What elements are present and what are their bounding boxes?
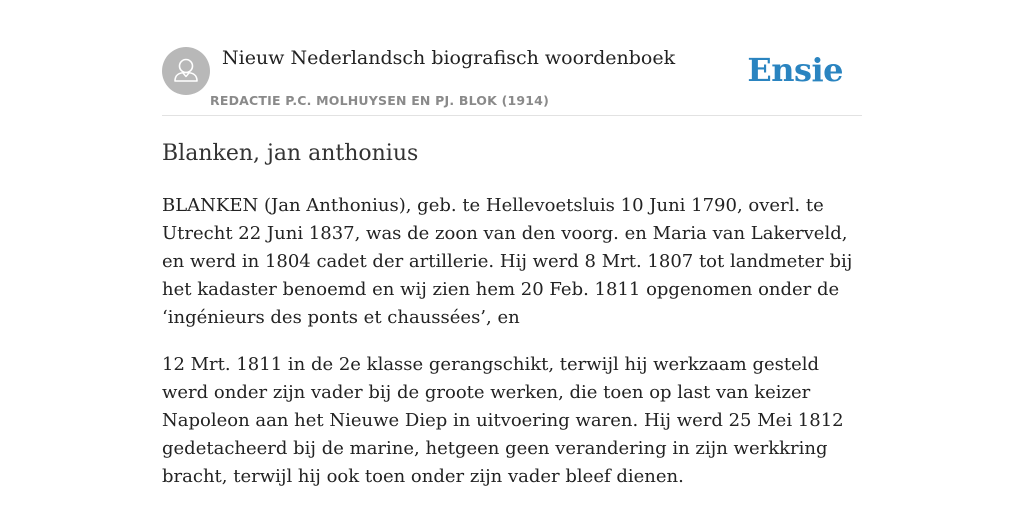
entry-paragraph-2: 12 Mrt. 1811 in de 2e klasse gerangschikt, terwijl hij werkzaam gesteld werd onder zijn vader bij de groote werken, die toen op last van keizer Napoleon aan het Nieuwe Diep in uitvoering waren. Hij werd 25 Mei 1812 gedetacheerd bij de marine, hetgeen geen verandering in zijn werkkring bracht, terwijl hij ook toen onder zijn vader bleef dienen. <box>162 354 844 487</box>
page-header <box>162 0 862 116</box>
book-editors: REDACTIE P.C. MOLHUYSEN EN PJ. BLOK (1914) <box>210 93 549 108</box>
brand-logo[interactable]: Ensie <box>747 51 843 89</box>
book-title[interactable]: Nieuw Nederlandsch biografisch woordenboek <box>222 47 676 69</box>
entry-title: Blanken, jan anthonius <box>162 141 419 166</box>
user-icon <box>162 47 210 95</box>
author-avatar[interactable] <box>162 47 210 95</box>
entry-paragraph-1: BLANKEN (Jan Anthonius), geb. te Hellevoetsluis 10 Juni 1790, overl. te Utrecht 22 Juni 1837, was de zoon van den voorg. en Maria van Lakerveld, en werd in 1804 cadet der artillerie. Hij werd 8 Mrt. 1807 tot landmeter bij het kadaster benoemd en wij zien hem 20 Feb. 1811 opgenomen onder de ‘ingénieurs des ponts et chaussées’, en <box>162 195 853 328</box>
content-container <box>162 0 862 487</box>
